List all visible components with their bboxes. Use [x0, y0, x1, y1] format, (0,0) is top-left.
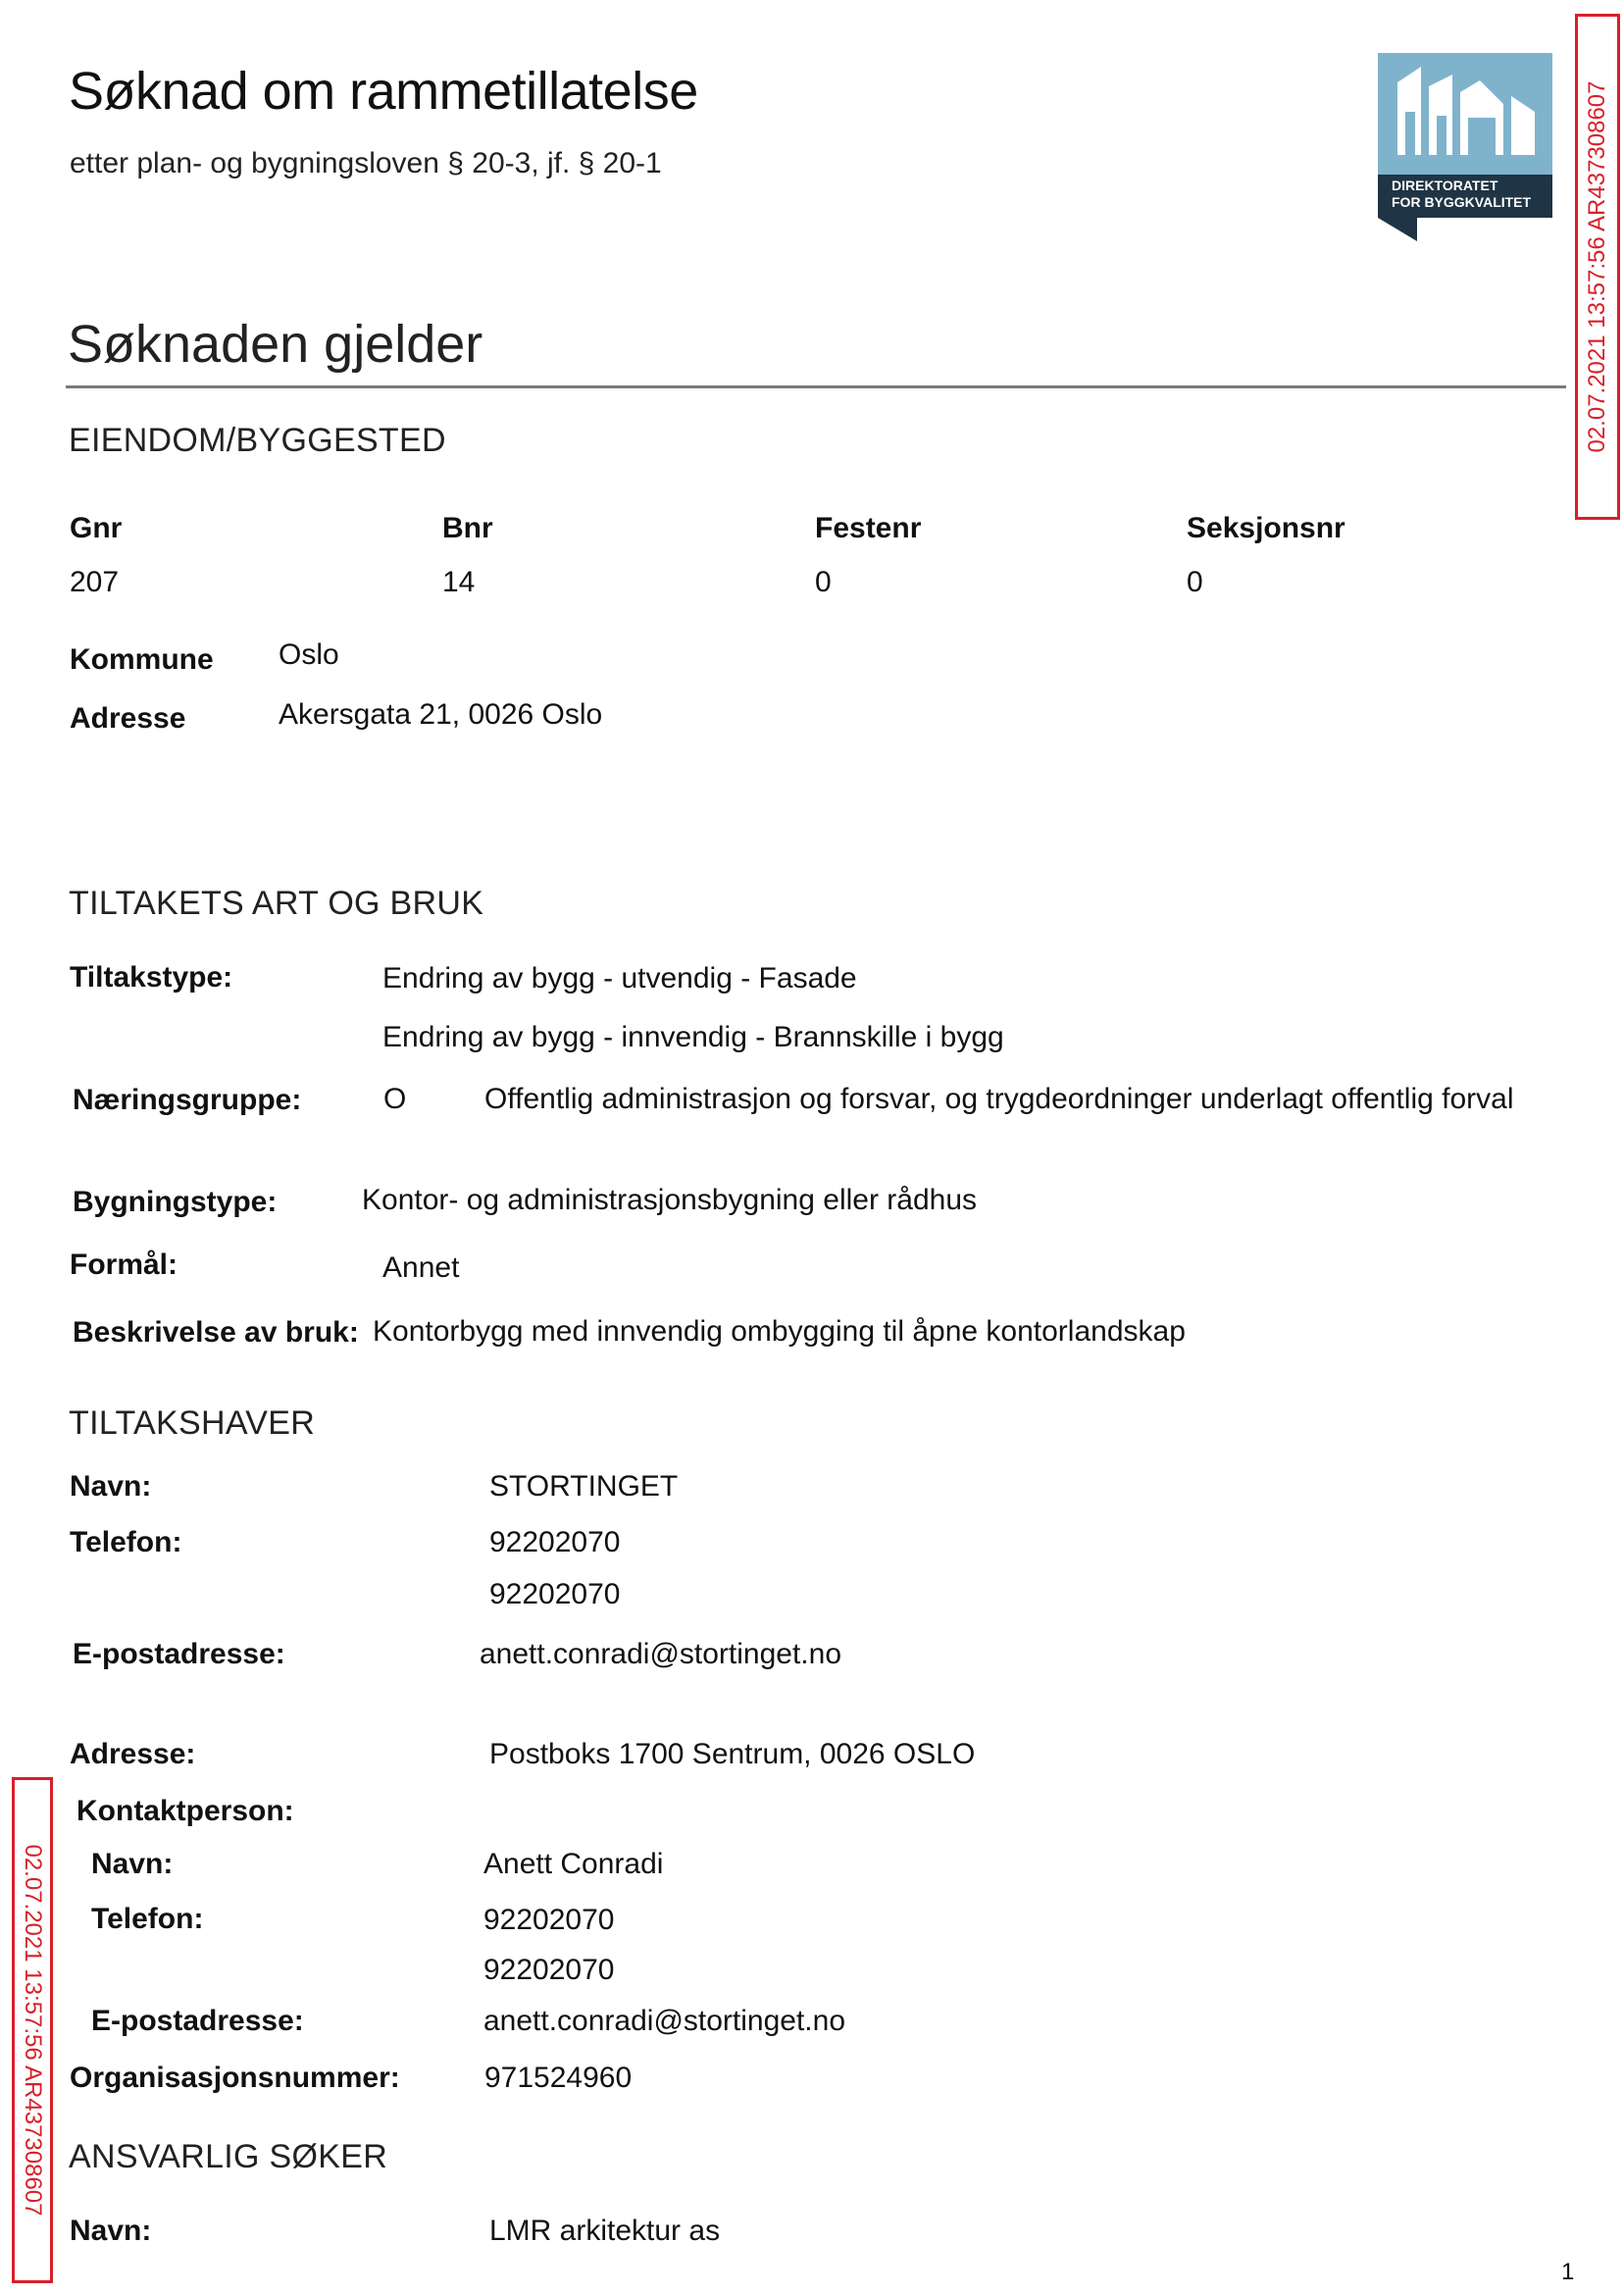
eiendom-heading: EIENDOM/BYGGESTED: [69, 422, 446, 459]
dibk-logo: [1378, 53, 1552, 241]
ansvarlig-navn-label: Navn:: [70, 2215, 152, 2247]
kontaktperson-telefon-label: Telefon:: [91, 1903, 204, 1935]
ansvarlig-navn-value: LMR arkitektur as: [489, 2215, 721, 2247]
kontaktperson-navn-label: Navn:: [91, 1848, 174, 1880]
tiltakshaver-epost-value: anett.conradi@stortinget.no: [480, 1638, 842, 1670]
naeringsgruppe-value: Offentlig administrasjon og forsvar, og trygdeordninger underlagt offentlig forval: [484, 1083, 1514, 1115]
section-title: Søknaden gjelder: [68, 315, 483, 374]
adresse-label: Adresse: [70, 702, 186, 735]
logo-text-line2: FOR BYGGKVALITET: [1392, 194, 1532, 210]
festenr-label: Festenr: [815, 512, 922, 544]
adresse-value: Akersgata 21, 0026 Oslo: [279, 698, 603, 731]
tiltakshaver-telefon-value-2: 92202070: [489, 1578, 621, 1610]
document-title: Søknad om rammetillatelse: [69, 62, 698, 121]
ansvarlig-heading: ANSVARLIG SØKER: [69, 2138, 388, 2175]
tiltakshaver-telefon-label: Telefon:: [70, 1526, 182, 1558]
date-stamp-top-right: 02.07.2021 13:57:56 AR437308607: [1575, 14, 1620, 520]
kommune-label: Kommune: [70, 643, 214, 676]
kontaktperson-telefon-value-1: 92202070: [483, 1904, 615, 1936]
bygningstype-label: Bygningstype:: [73, 1186, 278, 1218]
tiltakstype-label: Tiltakstype:: [70, 961, 233, 994]
gnr-label: Gnr: [70, 512, 123, 544]
tiltakshaver-adresse-label: Adresse:: [70, 1738, 196, 1770]
festenr-value: 0: [815, 566, 832, 598]
orgnr-label: Organisasjonsnummer:: [70, 2062, 400, 2094]
document-subtitle: etter plan- og bygningsloven § 20-3, jf. § 20-1: [70, 147, 662, 179]
gnr-value: 207: [70, 566, 120, 598]
kontaktperson-epost-label: E-postadresse:: [91, 2005, 304, 2037]
tiltakshaver-telefon-value-1: 92202070: [489, 1526, 621, 1558]
beskrivelse-label: Beskrivelse av bruk:: [73, 1316, 359, 1349]
formal-value: Annet: [382, 1251, 460, 1284]
tiltakshaver-epost-label: E-postadresse:: [73, 1638, 285, 1670]
orgnr-value: 971524960: [484, 2062, 633, 2094]
formal-label: Formål:: [70, 1249, 178, 1281]
kontaktperson-telefon-value-2: 92202070: [483, 1954, 615, 1986]
seksjonsnr-value: 0: [1187, 566, 1203, 598]
bnr-value: 14: [442, 566, 476, 598]
beskrivelse-value: Kontorbygg med innvendig ombygging til åpne kontorlandskap: [373, 1315, 1186, 1348]
tiltakshaver-navn-value: STORTINGET: [489, 1470, 679, 1503]
tiltak-heading: TILTAKETS ART OG BRUK: [69, 885, 484, 922]
page-number: 1: [1561, 2259, 1575, 2285]
bnr-label: Bnr: [442, 512, 493, 544]
bygningstype-value: Kontor- og administrasjonsbygning eller rådhus: [362, 1184, 978, 1216]
logo-text-line1: DIREKTORATET: [1392, 178, 1498, 193]
kontaktperson-label: Kontaktperson:: [76, 1795, 294, 1827]
section-divider: [66, 385, 1566, 388]
kommune-value: Oslo: [279, 638, 339, 671]
kontaktperson-epost-value: anett.conradi@stortinget.no: [483, 2005, 846, 2037]
tiltakstype-value-1: Endring av bygg - utvendig - Fasade: [382, 962, 857, 994]
kontaktperson-navn-value: Anett Conradi: [483, 1848, 664, 1880]
date-stamp-left: 02.07.2021 13:57:56 AR437308607: [12, 1777, 53, 2283]
tiltakshaver-heading: TILTAKSHAVER: [69, 1404, 316, 1442]
naeringsgruppe-label: Næringsgruppe:: [73, 1084, 302, 1116]
seksjonsnr-label: Seksjonsnr: [1187, 512, 1345, 544]
tiltakshaver-adresse-value: Postboks 1700 Sentrum, 0026 OSLO: [489, 1738, 976, 1770]
naeringsgruppe-code: O: [383, 1083, 407, 1115]
tiltakstype-value-2: Endring av bygg - innvendig - Brannskille i bygg: [382, 1021, 1004, 1053]
tiltakshaver-navn-label: Navn:: [70, 1470, 152, 1503]
